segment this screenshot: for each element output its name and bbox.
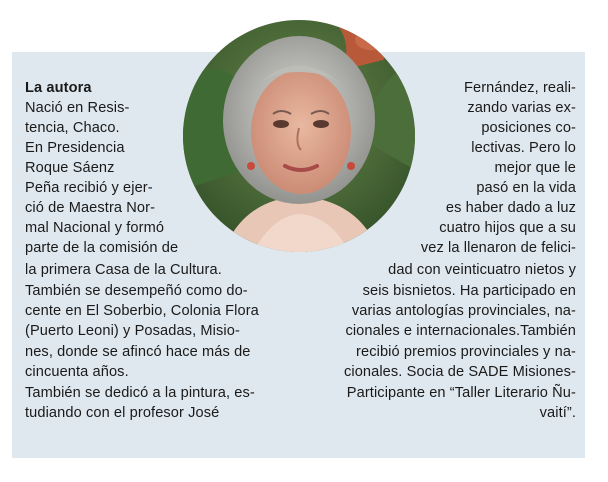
text-line: zando varias ex- <box>467 100 576 116</box>
text-line: nes, donde se afincó hace más de <box>25 344 251 360</box>
text-line: pasó en la vida <box>476 180 576 196</box>
text-line: es haber dado a luz <box>445 200 576 216</box>
text-line: cuatro hijos que a su <box>439 220 576 236</box>
text-line: mal Nacional y formó <box>25 220 165 236</box>
text-line: cente en El Soberbio, Colonia Flora <box>25 303 259 319</box>
text-line: Roque Sáenz <box>25 160 115 176</box>
text-line: la primera Casa de la Cultura. <box>25 262 222 278</box>
text-line: También se desempeñó como do- <box>25 283 248 299</box>
text-line: cincuenta años. <box>25 364 129 380</box>
text-line: Peña recibió y ejer- <box>25 180 153 196</box>
article-heading: La autora <box>25 80 92 96</box>
text-line: Participante en “Taller Literario Ñu- <box>346 385 576 401</box>
text-line: ció de Maestra Nor- <box>25 200 156 216</box>
text-line: (Puerto Leoni) y Posadas, Misio- <box>25 323 240 339</box>
text-line: cionales. Socia de SADE Misiones- <box>343 364 576 380</box>
text-line: seis bisnietos. Ha participado en <box>362 283 576 299</box>
text-line: tudiando con el profesor José <box>25 405 220 421</box>
text-line: posiciones co- <box>481 120 576 136</box>
text-line: recibió premios provinciales y na- <box>356 344 576 360</box>
text-line: En Presidencia <box>25 140 125 156</box>
text-line: vaití”. <box>539 405 576 421</box>
text-line: tencia, Chaco. <box>25 120 120 136</box>
text-line: Nació en Resis- <box>25 100 130 116</box>
text-line: cionales e internacionales.También <box>345 323 576 339</box>
author-portrait <box>183 20 415 252</box>
text-line: Fernández, reali- <box>463 80 576 96</box>
text-line: vez la llenaron de felici- <box>420 240 576 256</box>
text-line: dad con veinticuatro nietos y <box>388 262 576 278</box>
text-line: También se dedicó a la pintura, es- <box>25 385 255 401</box>
text-line: mejor que le <box>494 160 576 176</box>
text-line: lectivas. Pero lo <box>471 140 576 156</box>
text-line: parte de la comisión de <box>25 240 179 256</box>
text-line: varias antologías provinciales, na- <box>351 303 576 319</box>
